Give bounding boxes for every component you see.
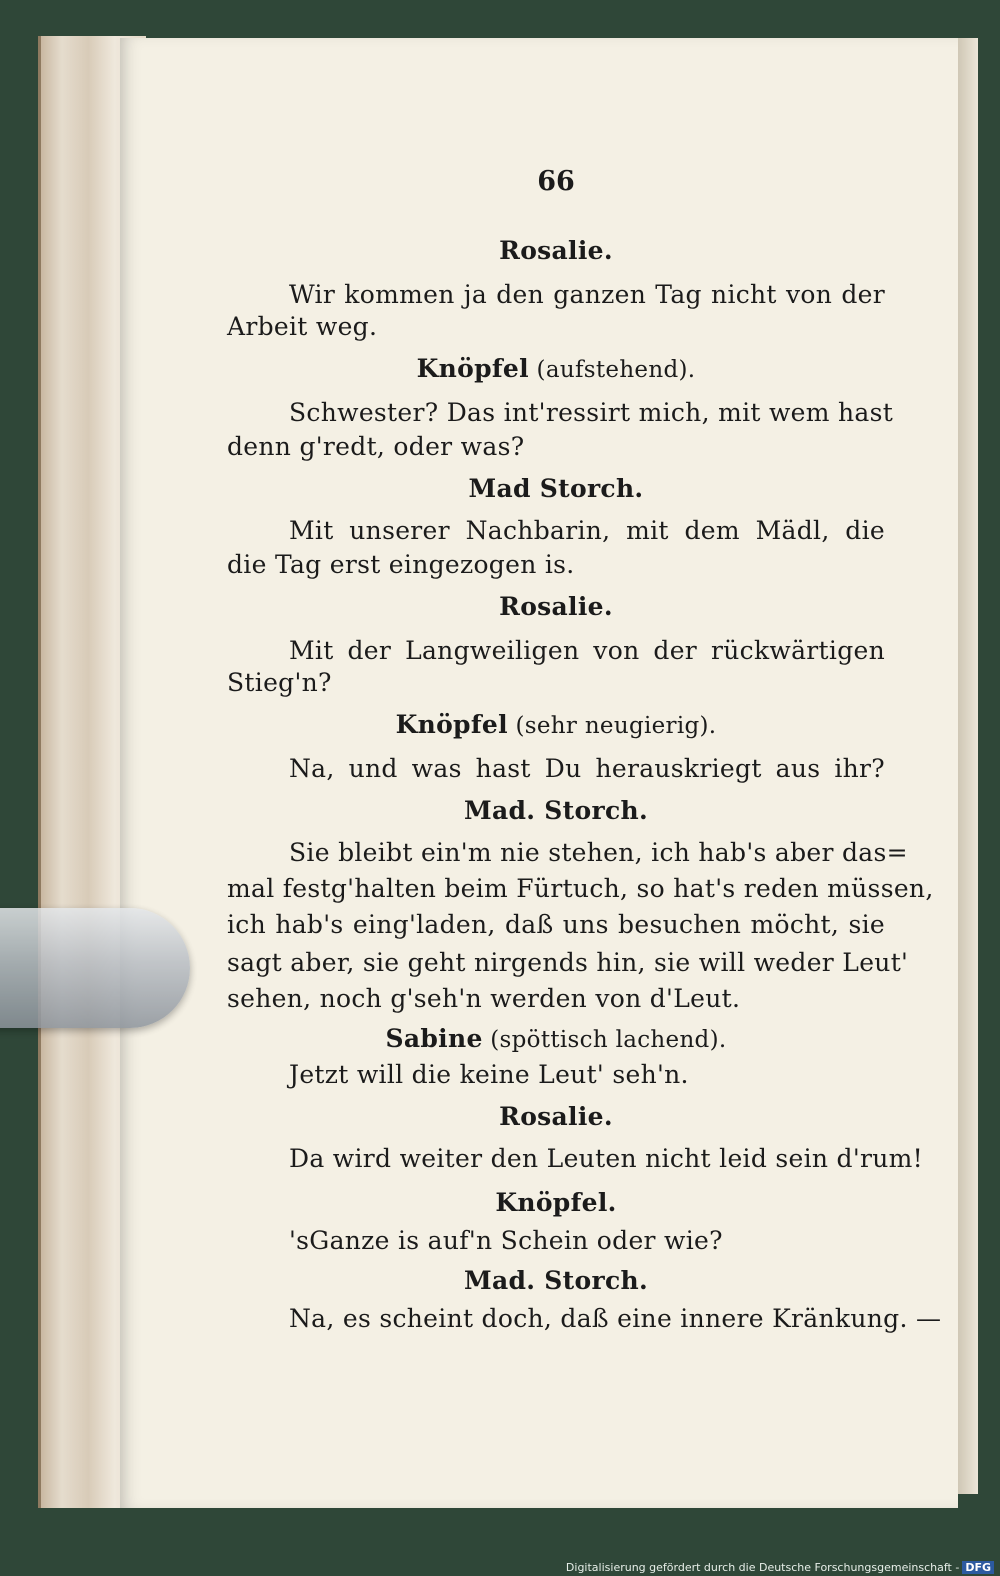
stage-direction: (aufstehend). bbox=[528, 357, 696, 383]
text-line: Mit der Langweiligen von der rückwärtigen bbox=[289, 636, 885, 665]
text-line: Arbeit weg. bbox=[227, 312, 378, 341]
page-text bbox=[227, 0, 942, 1400]
credit-text: Digitalisierung gefördert durch die Deutsche Forschungsgemeinschaft - bbox=[565, 1561, 960, 1574]
page-number: 66 bbox=[537, 166, 575, 197]
text-line: die Tag erst eingezogen is. bbox=[227, 550, 575, 579]
speaker-name: Knöpfel. bbox=[495, 1188, 617, 1217]
text-line: Na, und was hast Du herauskriegt aus ihr? bbox=[289, 754, 885, 783]
speaker-name: Mad. Storch. bbox=[464, 796, 648, 825]
text-line: denn g'redt, oder was? bbox=[227, 432, 525, 461]
text-line: ich hab's eing'laden, daß uns besuchen möcht, sie bbox=[227, 910, 885, 939]
next-page-edge bbox=[958, 38, 978, 1494]
speaker-name: Knöpfel (sehr neugierig). bbox=[395, 710, 717, 739]
speaker-name: Mad Storch. bbox=[468, 474, 644, 503]
digitization-credit bbox=[566, 1561, 994, 1574]
dfg-logo: DFG bbox=[962, 1561, 994, 1574]
text-line: Wir kommen ja den ganzen Tag nicht von der bbox=[289, 280, 885, 309]
speaker-name: Rosalie. bbox=[499, 592, 613, 621]
text-line: Jetzt will die keine Leut' seh'n. bbox=[289, 1060, 689, 1089]
text-line: sagt aber, sie geht nirgends hin, sie will weder Leut' bbox=[227, 948, 909, 977]
text-line: Sie bleibt ein'm nie stehen, ich hab's aber das= bbox=[289, 838, 908, 867]
speaker-name: Rosalie. bbox=[499, 1102, 613, 1131]
text-line: Da wird weiter den Leuten nicht leid sein d'rum! bbox=[289, 1144, 924, 1173]
speaker-name: Mad. Storch. bbox=[464, 1266, 648, 1295]
speaker-name: Knöpfel (aufstehend). bbox=[416, 354, 696, 383]
text-line: sehen, noch g'seh'n werden von d'Leut. bbox=[227, 984, 741, 1013]
text-line: Schwester? Das int'ressirt mich, mit wem hast bbox=[289, 398, 894, 427]
text-line: mal festg'halten beim Fürtuch, so hat's reden müssen, bbox=[227, 874, 934, 903]
stage-direction: (sehr neugierig). bbox=[507, 713, 717, 739]
scanner-thumb-pad bbox=[0, 908, 190, 1028]
stage-direction: (spöttisch lachend). bbox=[482, 1027, 727, 1053]
text-line: Stieg'n? bbox=[227, 668, 332, 697]
text-line: 'sGanze is auf'n Schein oder wie? bbox=[289, 1226, 723, 1255]
speaker-name: Sabine (spöttisch lachend). bbox=[385, 1024, 727, 1053]
speaker-name: Rosalie. bbox=[499, 236, 613, 265]
text-line: Na, es scheint doch, daß eine innere Kränkung. — bbox=[289, 1304, 942, 1333]
text-line: Mit unserer Nachbarin, mit dem Mädl, die bbox=[289, 516, 885, 545]
